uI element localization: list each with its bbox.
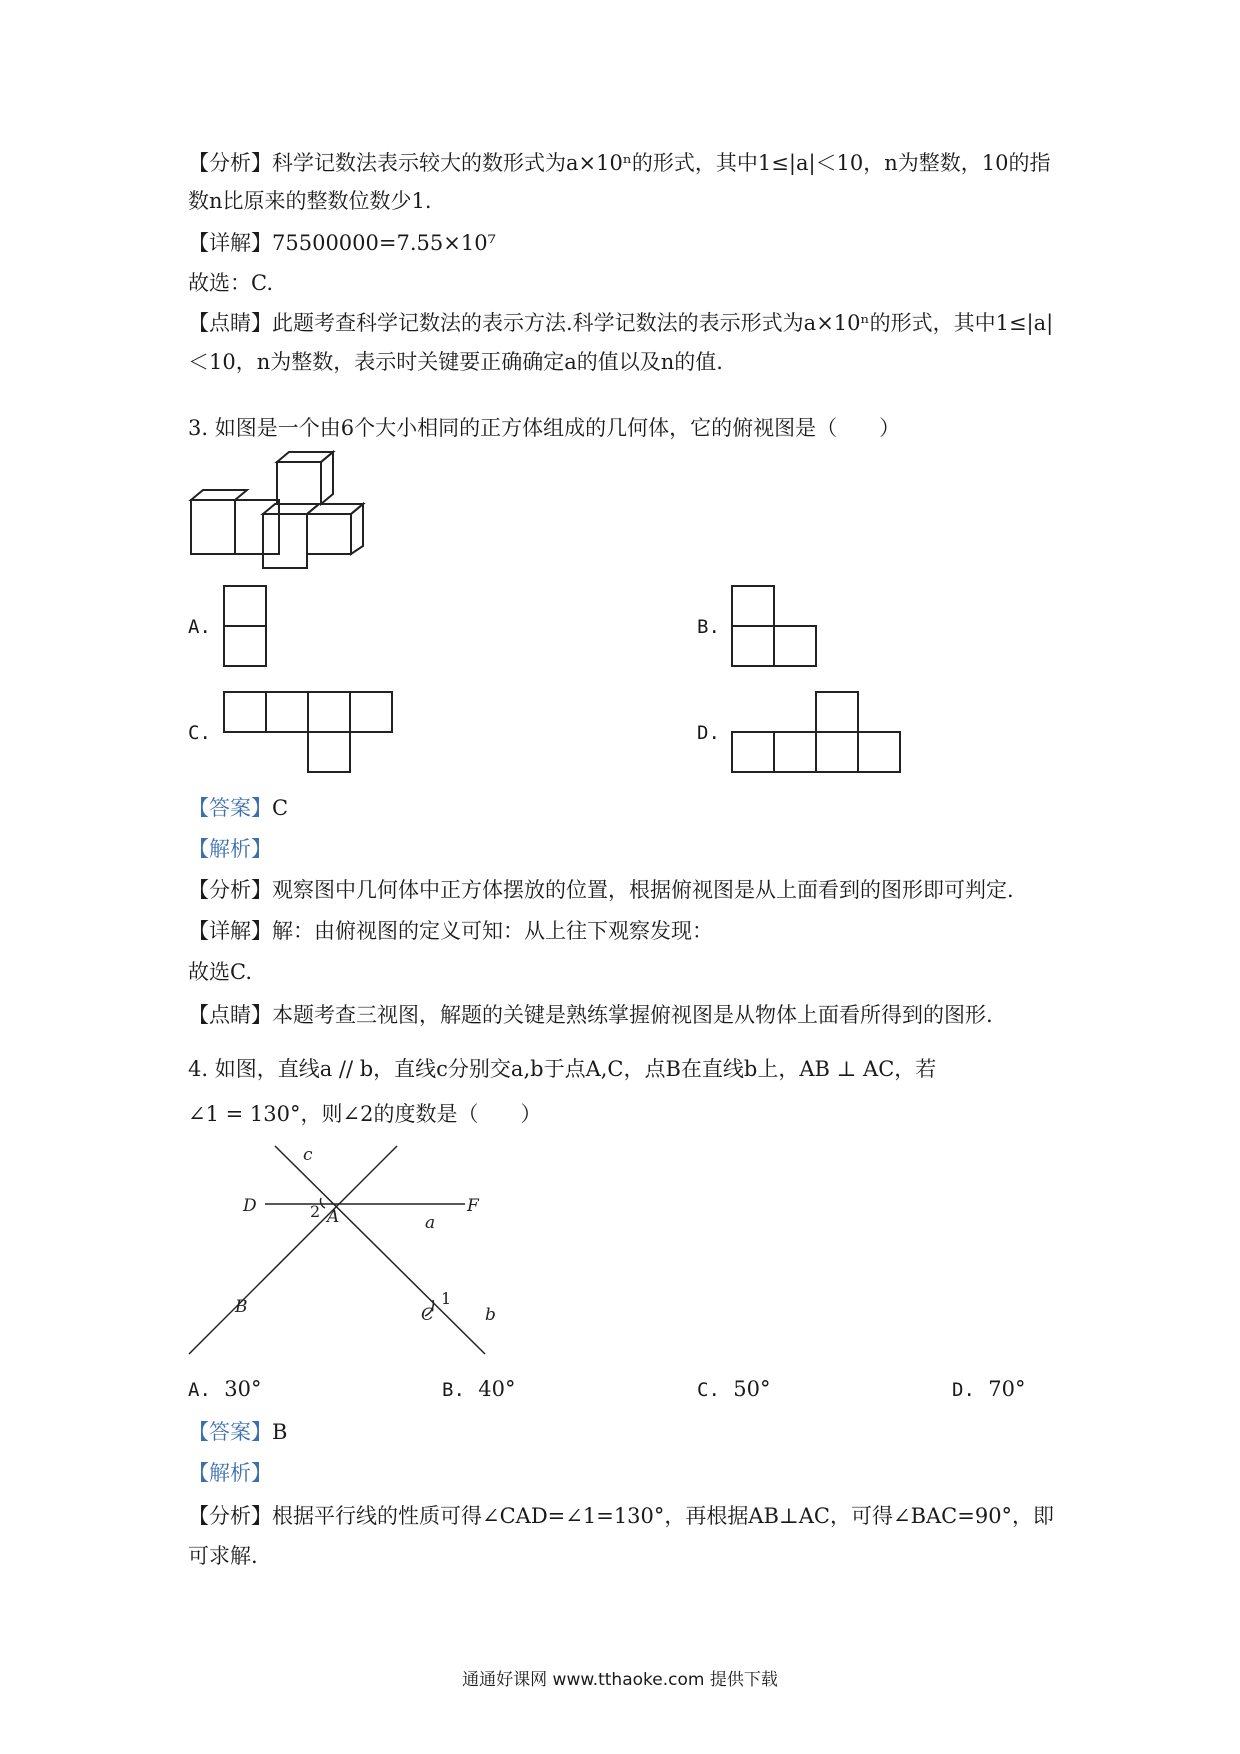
q4-jiexi-tag: 【解析】 <box>188 1461 272 1485</box>
q3-xiangjie: 【详解】解：由俯视图的定义可知：从上往下观察发现： <box>188 919 713 943</box>
q3-option-d-label: D. <box>697 722 720 744</box>
label-d: D <box>243 1196 257 1216</box>
q2-dianjing-line-2: ＜10，n为整数，表示时关键要正确确定a的值以及n的值. <box>188 350 723 374</box>
q2-fenxi-line-2: 数n比原来的整数位数少1. <box>188 189 432 213</box>
angle-2-arc <box>320 1198 325 1208</box>
q2-fenxi-line-1: 【分析】科学记数法表示较大的数形式为a×10ⁿ的形式，其中1≤|a|＜10，n为整数，10的指 <box>188 151 1051 175</box>
line-ab <box>189 1146 397 1354</box>
q3-fenxi: 【分析】观察图中几何体中正方体摆放的位置，根据俯视图是从上面看到的图形即可判定. <box>188 878 1014 902</box>
q3-option-b-label: B. <box>697 616 720 638</box>
q2-dianjing-line-1: 【点睛】此题考查科学记数法的表示方法.科学记数法的表示形式为a×10ⁿ的形式，其中1≤|a| <box>188 311 1054 335</box>
page-footer: 通通好课网 www.tthaoke.com 提供下载 <box>462 1670 778 1690</box>
q4-fenxi-line-1: 【分析】根据平行线的性质可得∠CAD=∠1=130°，再根据AB⊥AC，可得∠BAC=90°，即 <box>188 1504 1055 1528</box>
label-angle-1: 1 <box>441 1289 452 1308</box>
fenxi-tag: 【分析】 <box>188 151 272 175</box>
q3-option-c-figure <box>222 690 394 776</box>
label-b: b <box>485 1305 496 1325</box>
q4-answer: 【答案】B <box>188 1420 288 1444</box>
label-point-b: B <box>235 1297 248 1317</box>
q4-stem-line-2: ∠1 = 130°，则∠2的度数是（ ） <box>188 1102 542 1126</box>
label-a: a <box>425 1213 436 1233</box>
line-c <box>275 1146 485 1354</box>
q4-option-c: C. 50° <box>697 1377 771 1401</box>
q4-option-d: D. 70° <box>952 1377 1026 1401</box>
q3-guxuan: 故选C. <box>188 960 252 984</box>
q3-option-c-label: C. <box>188 722 211 744</box>
q4-option-a: A. 30° <box>188 1377 262 1401</box>
label-angle-2: 2 <box>310 1202 321 1221</box>
label-f: F <box>467 1196 479 1216</box>
q3-option-a-label: A. <box>188 616 211 638</box>
q4-stem-line-1: 4. 如图，直线a // b，直线c分别交a,b于点A,C，点B在直线b上，AB ⊥ AC，若 <box>188 1057 937 1081</box>
q4-geometry-figure <box>185 1140 515 1360</box>
q3-answer: 【答案】C <box>188 796 289 820</box>
label-c: c <box>303 1145 313 1165</box>
label-point-a: A <box>327 1207 340 1227</box>
q3-jiexi-tag: 【解析】 <box>188 837 272 861</box>
q3-cube-figure <box>185 450 385 580</box>
q4-option-b: B. 40° <box>442 1377 516 1401</box>
q2-guxuan: 故选：C. <box>188 271 273 295</box>
label-point-c: C <box>421 1305 435 1325</box>
q3-option-b-figure <box>730 584 820 670</box>
q3-dianjing: 【点睛】本题考查三视图，解题的关键是熟练掌握俯视图是从物体上面看所得到的图形. <box>188 1003 993 1027</box>
q3-option-d-figure <box>730 690 902 776</box>
q3-stem: 3. 如图是一个由6个大小相同的正方体组成的几何体，它的俯视图是（ ） <box>188 416 901 440</box>
q4-fenxi-line-2: 可求解. <box>188 1544 258 1568</box>
q3-option-a-figure <box>222 584 268 670</box>
q2-xiangjie: 【详解】75500000=7.55×10⁷ <box>188 231 496 255</box>
